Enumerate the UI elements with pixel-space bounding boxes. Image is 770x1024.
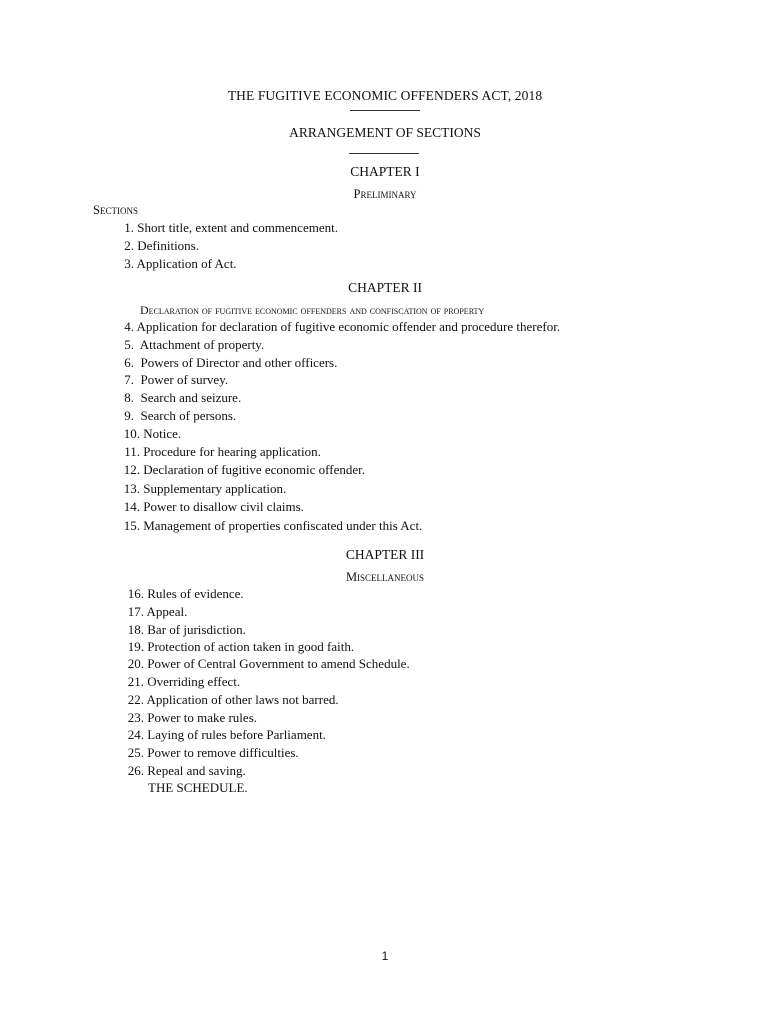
act-title: THE FUGITIVE ECONOMIC OFFENDERS ACT, 2018 <box>227 88 543 103</box>
section-item: 16. Rules of evidence. <box>127 586 244 601</box>
section-item: 24. Laying of rules before Parliament. <box>127 727 326 742</box>
section-item: 25. Power to remove difficulties. <box>127 745 299 760</box>
page-number: 1 <box>381 949 389 963</box>
chapter-1-heading: Preliminary <box>353 187 417 201</box>
section-item: 22. Application of other laws not barred. <box>127 692 339 707</box>
section-item: 23. Power to make rules. <box>127 710 258 725</box>
sections-label: Sections <box>93 203 138 217</box>
section-item: 12. Declaration of fugitive economic offender. <box>123 462 366 477</box>
chapter-2-heading: Declaration of fugitive economic offenders and confiscation of property <box>140 303 485 317</box>
section-item: 7. Power of survey. <box>124 372 229 387</box>
schedule-label: THE SCHEDULE. <box>148 780 248 795</box>
arrangement-divider <box>349 153 419 154</box>
section-item: 17. Appeal. <box>127 604 188 619</box>
section-item: 15. Management of properties confiscated under this Act. <box>123 518 423 533</box>
section-item: 9. Search of persons. <box>124 408 237 423</box>
section-item: 3. Application of Act. <box>124 256 237 271</box>
section-item: 11. Procedure for hearing application. <box>124 444 321 459</box>
section-item: 4. Application for declaration of fugitive economic offender and procedure therefor. <box>124 319 561 334</box>
chapter-3-label: CHAPTER III <box>345 547 425 562</box>
section-item: 18. Bar of jurisdiction. <box>127 622 246 637</box>
section-item: 21. Overriding effect. <box>127 674 241 689</box>
section-item: 6. Powers of Director and other officers. <box>124 355 338 370</box>
section-item: 20. Power of Central Government to amend Schedule. <box>127 656 410 671</box>
section-item: 2. Definitions. <box>124 238 199 253</box>
section-item: 19. Protection of action taken in good faith. <box>127 639 355 654</box>
chapter-1-label: CHAPTER I <box>350 164 420 179</box>
section-item: 8. Search and seizure. <box>124 390 242 405</box>
section-item: 10. Notice. <box>123 426 182 441</box>
section-item: 5. Attachment of property. <box>124 337 265 352</box>
chapter-3-heading: Miscellaneous <box>345 570 425 584</box>
section-item: 14. Power to disallow civil claims. <box>123 499 304 514</box>
chapter-2-label: CHAPTER II <box>348 280 422 295</box>
section-item: 13. Supplementary application. <box>123 481 287 496</box>
section-item: 26. Repeal and saving. <box>127 763 246 778</box>
title-divider <box>350 110 420 111</box>
arrangement-title: ARRANGEMENT OF SECTIONS <box>289 125 481 140</box>
section-item: 1. Short title, extent and commencement. <box>124 220 338 235</box>
